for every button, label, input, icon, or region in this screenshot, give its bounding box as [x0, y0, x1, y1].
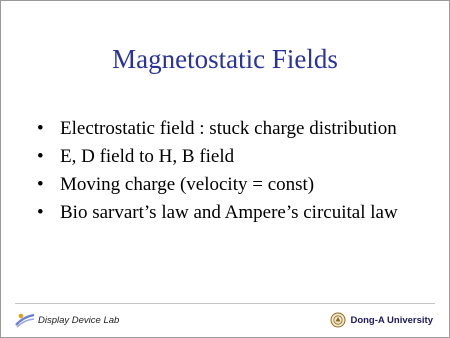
bullet-marker: •	[37, 202, 44, 223]
footer-lab-branding	[15, 311, 119, 329]
lab-logo-icon	[15, 312, 35, 328]
bullet-item	[37, 145, 437, 168]
footer-university-branding	[330, 311, 433, 329]
bullet-marker: •	[37, 174, 44, 195]
university-seal-icon	[330, 312, 346, 328]
bullet-list	[37, 117, 437, 229]
bullet-text: Moving charge (velocity = const)	[60, 174, 315, 195]
bullet-text: E, D field to H, B field	[60, 146, 235, 167]
bullet-text: Bio sarvart’s law and Ampere’s circuital law	[60, 202, 398, 223]
bullet-marker: •	[37, 118, 44, 139]
bullet-text: Electrostatic field : stuck charge distribution	[60, 118, 397, 139]
bullet-item	[37, 117, 437, 140]
lab-name: Display Device Lab	[38, 314, 120, 326]
university-name: Dong-A University	[350, 314, 433, 326]
bullet-marker: •	[37, 146, 44, 167]
bullet-item	[37, 173, 437, 196]
bullet-item	[37, 201, 437, 224]
slide-title: Magnetostatic Fields	[112, 44, 338, 74]
footer-divider	[15, 303, 435, 304]
